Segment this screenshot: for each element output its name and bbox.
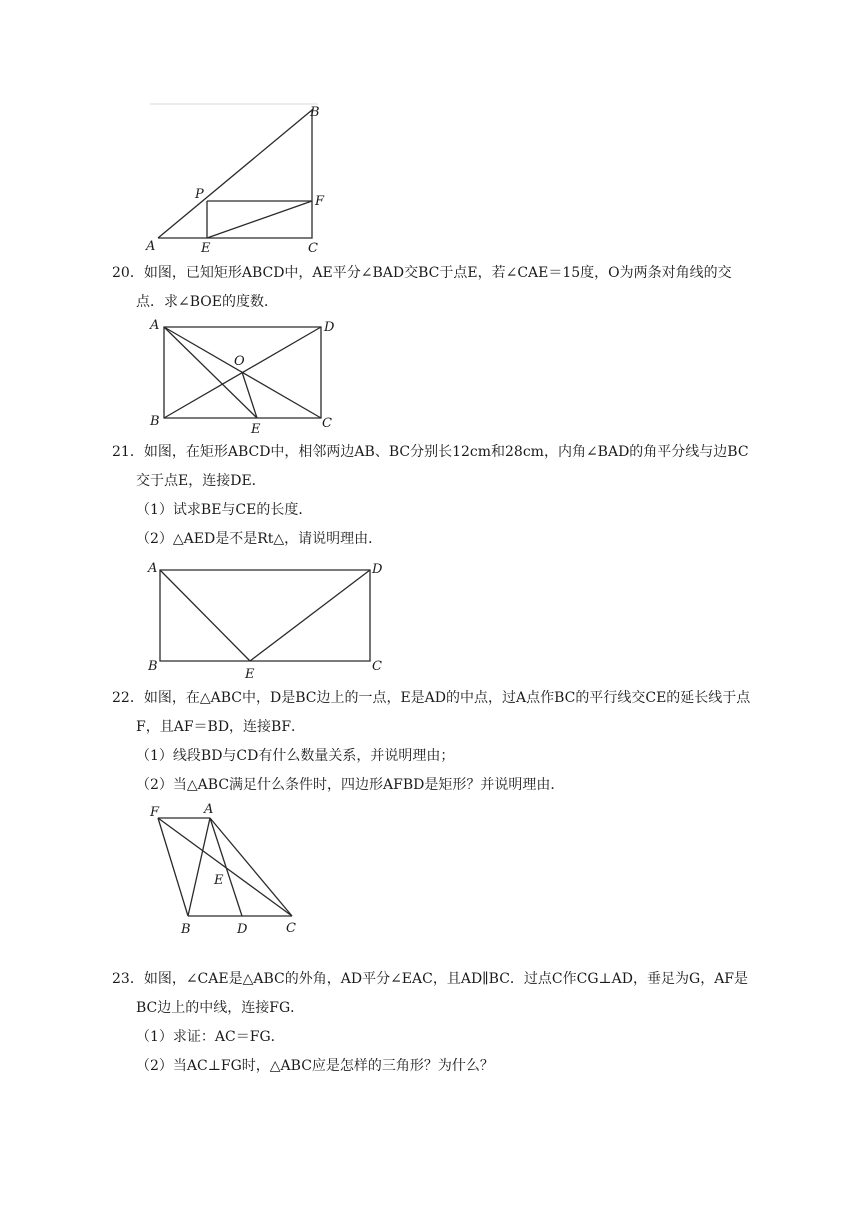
question-number: 22． [112,690,144,706]
label-e: E [201,241,211,256]
segment-ae [160,570,250,661]
question-part-2: （2）当△ABC满足什么条件时，四边形AFBD是矩形？并说明理由． [136,777,565,793]
question-23 [112,965,752,1081]
segment-fb [158,818,188,916]
label-c: C [322,416,332,431]
triangle-abc [158,110,312,238]
label-b: B [148,659,158,674]
question-text: 如图，已知矩形ABCD中，AE平分∠BAD交BC于点E，若∠CAE＝15度，O为两条对角线的交点．求∠BOE的度数． [136,265,732,310]
label-p: P [195,187,204,202]
question-number: 23． [112,971,144,987]
question-21 [112,438,752,554]
question-part-2: （2）△AED是不是Rt△，请说明理由． [136,531,383,547]
label-d: D [324,320,335,335]
question-part-2: （2）当AC⊥FG时，△ABC应是怎样的三角形？为什么？ [136,1058,494,1074]
label-e: E [251,422,261,437]
question-text: 如图，在矩形ABCD中，相邻两边AB、BC分别长12cm和28cm，内角∠BAD的角平分线与边BC交于点E，连接DE． [136,444,749,489]
label-e: E [214,873,224,888]
question-part-1: （1）求证：AC＝FG． [136,1029,285,1045]
question-text: 如图，∠CAE是△ABC的外角，AD平分∠EAC，且AD∥BC．过点C作CG⊥AD，垂足为G，AF是BC边上的中线，连接FG． [136,971,749,1016]
label-a: A [204,802,214,817]
figure-q20 [146,315,346,440]
segment-ef [207,201,312,238]
figure-q21 [146,558,396,683]
label-f: F [150,805,160,820]
label-a: A [148,561,158,576]
label-b: B [150,414,160,429]
segment-de [250,570,370,661]
segment-ab [188,818,210,916]
segment-ac [210,818,292,916]
question-part-1: （1）试求BE与CE的长度． [136,502,313,518]
question-22 [112,684,752,800]
question-part-1: （1）线段BD与CD有什么数量关系，并说明理由； [136,748,455,764]
label-a: A [150,318,160,333]
question-number: 20． [112,265,144,281]
label-d: D [237,922,248,937]
label-c: C [308,241,318,256]
figure-q19 [140,98,340,258]
label-o: O [234,354,245,369]
label-d: D [372,562,383,577]
figure-q22 [146,800,316,940]
label-e: E [245,667,255,682]
label-f: F [315,194,325,209]
rectangle-abcd [160,570,370,661]
question-text: 如图，在△ABC中，D是BC边上的一点，E是AD的中点，过A点作BC的平行线交CE的延长线于点F，且AF＝BD，连接BF． [136,690,751,735]
label-b: B [310,105,320,120]
label-c: C [286,921,296,936]
question-20 [112,259,752,317]
question-number: 21． [112,444,144,460]
label-c: C [372,659,382,674]
label-a: A [146,239,156,254]
label-b: B [181,922,191,937]
segment-fc [158,818,292,916]
